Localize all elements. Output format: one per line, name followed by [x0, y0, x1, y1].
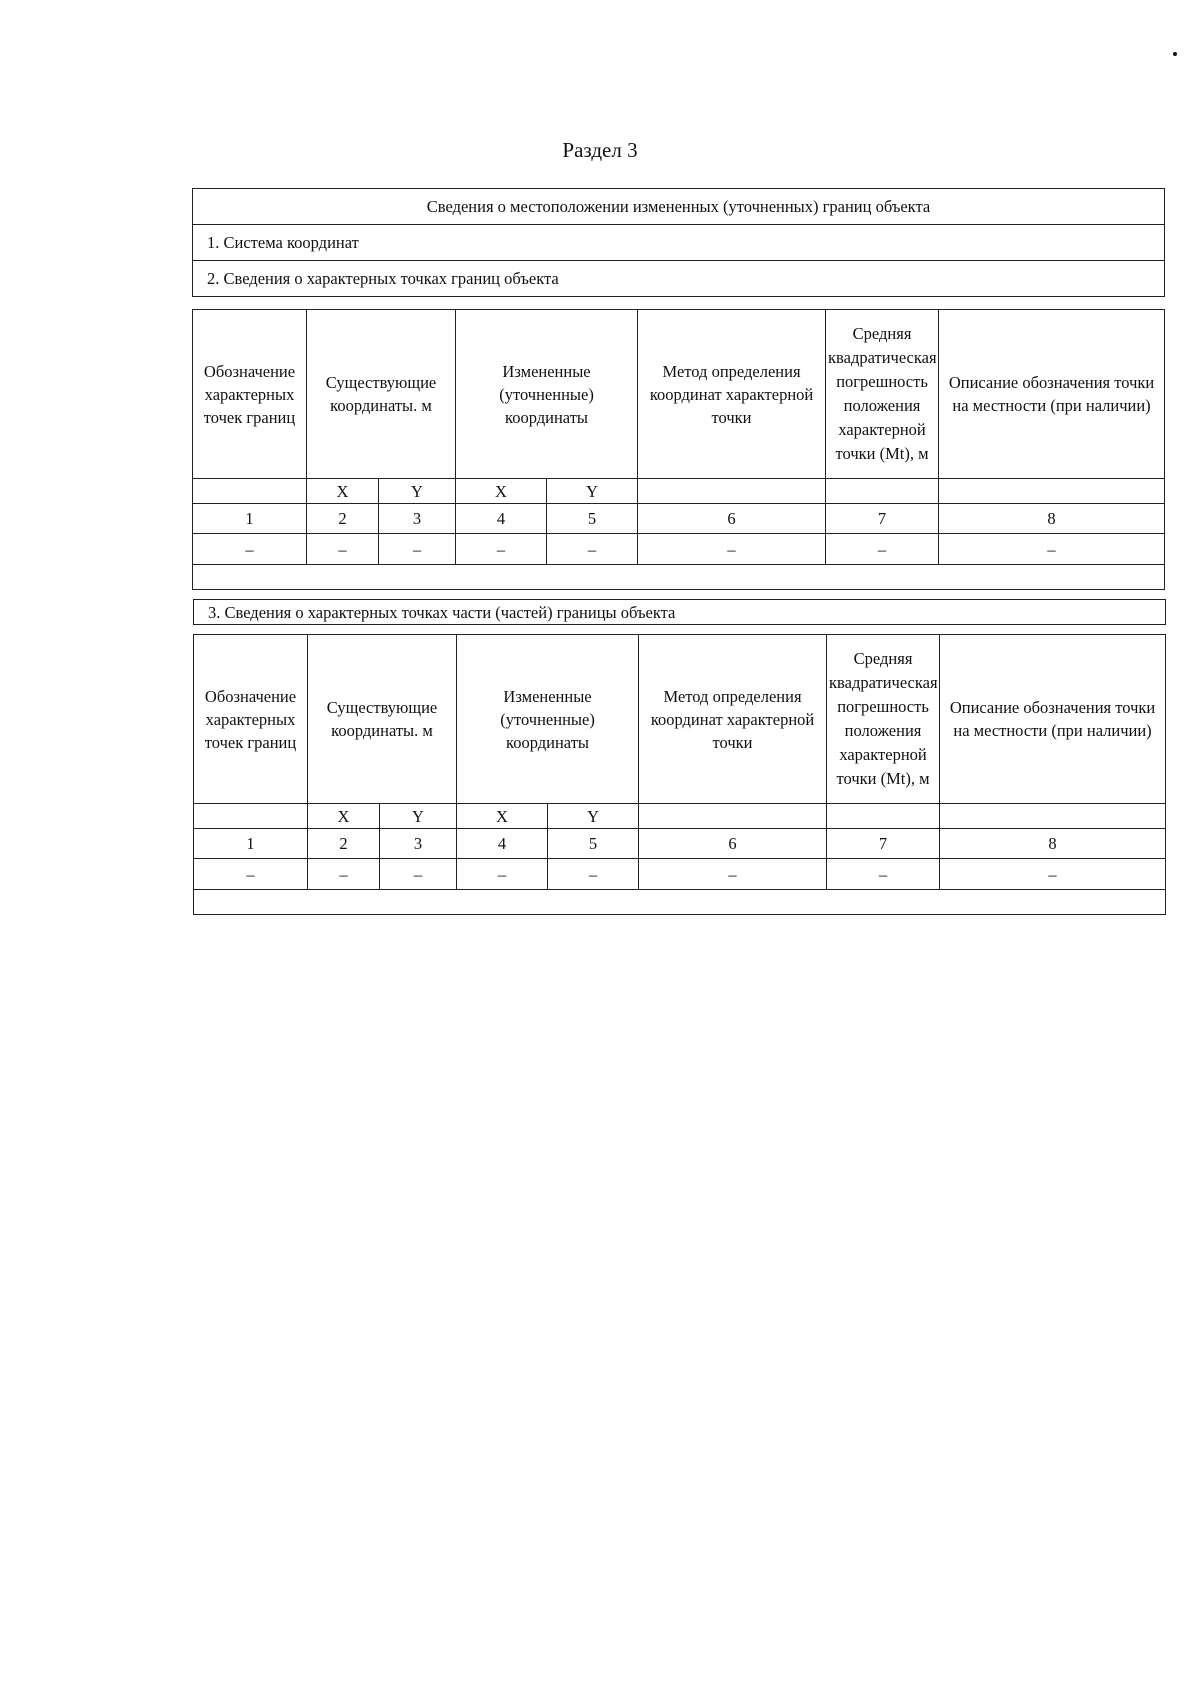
xy-cell — [639, 804, 827, 829]
part-title-table — [193, 599, 1166, 625]
dash-cell: – — [548, 859, 639, 890]
coord-system-row — [193, 225, 1165, 261]
header-description: Описание обозначения точки на местности (при наличии) — [940, 635, 1166, 804]
y-label: Y — [547, 479, 638, 504]
dash-cell: – — [307, 534, 379, 565]
column-number: 2 — [307, 504, 379, 534]
y-label: Y — [548, 804, 639, 829]
empty-cell — [193, 565, 1165, 590]
column-number: 7 — [826, 504, 939, 534]
dash-cell: – — [939, 534, 1165, 565]
xy-cell — [939, 479, 1165, 504]
column-number: 3 — [379, 504, 456, 534]
column-number: 8 — [939, 504, 1165, 534]
dash-cell: – — [194, 859, 308, 890]
x-label: X — [308, 804, 380, 829]
column-number: 6 — [639, 829, 827, 859]
column-number: 4 — [456, 504, 547, 534]
column-number: 6 — [638, 504, 826, 534]
column-number: 7 — [827, 829, 940, 859]
y-label: Y — [380, 804, 457, 829]
dash-cell: – — [827, 859, 940, 890]
column-number: 1 — [193, 504, 307, 534]
header-method: Метод определения координат характерной точки — [639, 635, 827, 804]
part-title-row — [194, 600, 1166, 625]
header-point-designation: Обозначение характерных точек границ — [193, 310, 307, 479]
boundary-points-table — [192, 309, 1165, 590]
xy-cell — [638, 479, 826, 504]
xy-row — [194, 804, 1166, 829]
dash-cell: – — [639, 859, 827, 890]
xy-cell — [827, 804, 940, 829]
dash-cell: – — [457, 859, 548, 890]
dash-cell: – — [547, 534, 638, 565]
empty-row — [193, 565, 1165, 590]
column-number: 4 — [457, 829, 548, 859]
xy-row — [193, 479, 1165, 504]
column-number-row — [193, 504, 1165, 534]
header-existing-coords: Существующие координаты. м — [308, 635, 457, 804]
header-row — [193, 310, 1165, 479]
header-row — [194, 635, 1166, 804]
y-label: Y — [379, 479, 456, 504]
dash-cell: – — [456, 534, 547, 565]
dash-cell: – — [380, 859, 457, 890]
coord-system-label: 1. Система координат — [193, 225, 1165, 261]
header-mean-error: Средняя квадратическая погрешность положения характерной точки (Mt), м — [827, 635, 940, 804]
header-changed-coords: Измененные (уточненные) координаты — [456, 310, 638, 479]
dash-cell: – — [638, 534, 826, 565]
table-row — [194, 859, 1166, 890]
header-point-designation: Обозначение характерных точек границ — [194, 635, 308, 804]
info-title-row — [193, 189, 1165, 225]
dash-cell: – — [379, 534, 456, 565]
points-title-row — [193, 261, 1165, 297]
header-mean-error: Средняя квадратическая погрешность положения характерной точки (Mt), м — [826, 310, 939, 479]
empty-row — [194, 890, 1166, 915]
x-label: X — [457, 804, 548, 829]
points-title: 2. Сведения о характерных точках границ объекта — [193, 261, 1165, 297]
header-changed-coords: Измененные (уточненные) координаты — [457, 635, 639, 804]
xy-cell — [193, 479, 307, 504]
x-label: X — [307, 479, 379, 504]
column-number: 1 — [194, 829, 308, 859]
column-number-row — [194, 829, 1166, 859]
column-number: 5 — [547, 504, 638, 534]
x-label: X — [456, 479, 547, 504]
dash-cell: – — [940, 859, 1166, 890]
xy-cell — [940, 804, 1166, 829]
info-title: Сведения о местоположении измененных (уточненных) границ объекта — [193, 189, 1165, 225]
column-number: 2 — [308, 829, 380, 859]
column-number: 8 — [940, 829, 1166, 859]
dash-cell: – — [193, 534, 307, 565]
dash-cell: – — [308, 859, 380, 890]
header-method: Метод определения координат характерной точки — [638, 310, 826, 479]
stray-mark — [1173, 52, 1177, 56]
xy-cell — [826, 479, 939, 504]
column-number: 5 — [548, 829, 639, 859]
section-title: Раздел 3 — [562, 138, 638, 162]
info-table — [192, 188, 1165, 297]
header-existing-coords: Существующие координаты. м — [307, 310, 456, 479]
header-description: Описание обозначения точки на местности (при наличии) — [939, 310, 1165, 479]
column-number: 3 — [380, 829, 457, 859]
dash-cell: – — [826, 534, 939, 565]
xy-cell — [194, 804, 308, 829]
table-row — [193, 534, 1165, 565]
empty-cell — [194, 890, 1166, 915]
part-title: 3. Сведения о характерных точках части (частей) границы объекта — [194, 600, 1166, 625]
part-boundary-points-table — [193, 634, 1166, 915]
